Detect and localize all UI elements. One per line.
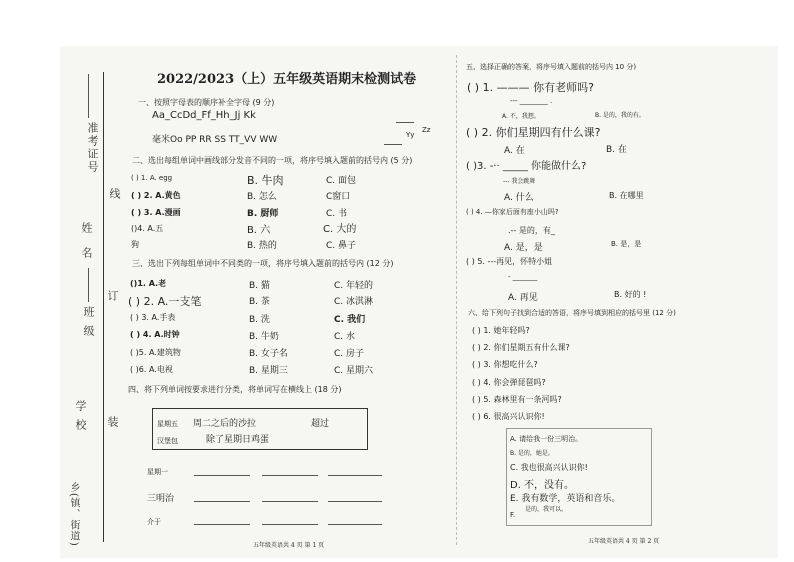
q1-blank-1 [396, 122, 414, 123]
q4-blank-line-3b [262, 524, 318, 525]
q6-item-5: ( ) 5. 森林里有一条河吗? [472, 395, 562, 404]
q3-row-2-a: ( ) 2. A.一支笔 [128, 295, 202, 308]
q4-box-row-2-words-1: 除了星期日鸡蛋 [206, 435, 270, 445]
sidebar-bind-char: 订 [106, 290, 119, 303]
q2-row-2-c: C窗口 [326, 192, 351, 202]
q2-row-1-c: C. 面包 [326, 176, 357, 186]
q6-option-c: C. 我也很高兴认识你! [510, 463, 588, 472]
q2-row-4-c: C. 大的 [323, 224, 357, 235]
q4-blank-line-1c [328, 475, 382, 476]
q4-blank-line-1b [262, 475, 318, 476]
q2-row-1-a: ( ) 1. A. egg [131, 174, 173, 182]
q2-row-2-b: B. 怎么 [247, 192, 277, 202]
q5-item-3-option-a: A. 什么 [504, 193, 534, 203]
q6-item-4: ( ) 4. 你会弹琵琶吗? [472, 378, 546, 387]
q5-item-5-option-a: A. 再见 [508, 293, 538, 303]
page-divider [456, 55, 457, 545]
q6-option-f-text: 是的，我可以。 [525, 506, 568, 513]
q3-row-5-a: ( )5. A.建筑物 [130, 348, 181, 357]
q6-item-2: ( ) 2. 你们星期五有什么课? [472, 343, 570, 352]
q1-heading: 一、按照字母表的顺序补全字母 (9 分) [138, 98, 275, 107]
q4-blank-line-2a [194, 501, 250, 502]
q2-row-5-a: 狗 [131, 240, 139, 249]
q1-yy: Yy [406, 131, 415, 139]
q5-item-4-prompt: .-- 是的，有_ [508, 226, 555, 235]
q4-blank-line-1a [194, 475, 250, 476]
q6-option-d: D. 不，没有。 [510, 480, 575, 491]
q3-row-2-b: B. 茶 [249, 297, 270, 307]
q5-item-2-question: ( ) 2. 你们星期四有什么课? [466, 126, 601, 139]
q3-row-3-a: ( ) 3. A.手表 [130, 313, 176, 322]
sidebar-township: 乡(镇、街道) [68, 482, 79, 547]
q1-zz: Zz [422, 126, 431, 134]
sidebar-line-char: 线 [108, 188, 121, 201]
q2-row-3-a: ( ) 3. A.漫画 [131, 208, 181, 217]
q1-alphabet-row-1: Aa_CcDd_Ff_Hh_Jj Kk [152, 110, 256, 121]
q4-box-row-2-label: 汉堡包 [157, 437, 178, 445]
q5-item-3-prompt: --- 我会跳舞 [503, 178, 536, 185]
q3-row-5-c: C. 房子 [334, 349, 365, 359]
q1-alphabet-row-2: 毫米Oo PP RR SS TT_VV WW [152, 135, 278, 145]
sidebar-name: 姓名 [80, 222, 93, 272]
q4-box-row-1-words-1: 周二之后的沙拉 [193, 419, 257, 429]
q6-item-1: ( ) 1. 她年轻吗? [472, 326, 530, 335]
q4-heading: 四、将下列单词按要求进行分类，将单词写在横线上 (18 分) [128, 385, 342, 394]
q2-row-5-c: C. 鼻子 [326, 241, 357, 251]
q6-option-b: B. 是的，她是。 [510, 450, 554, 457]
sidebar-exam-no: 准考证号 [86, 122, 99, 174]
q5-item-1-question: ( ) 1. ——— 你有老师吗? [467, 81, 594, 94]
q3-row-6-a: ( )6. A.电视 [130, 365, 173, 374]
q2-heading: 二、选出每组单词中画线部分发音不同的一项，将序号填入题前的括号内 (5 分) [132, 156, 413, 165]
sidebar-blank-1 [88, 74, 89, 118]
q3-row-5-b: B. 女子名 [249, 349, 288, 359]
footer-right: 五年级英语共 4 页 第 2 页 [588, 538, 660, 545]
q2-row-4-a: ()4. A.五 [131, 224, 164, 233]
q2-row-4-b: B. 六 [247, 225, 271, 236]
sidebar-school: 学校 [74, 400, 87, 438]
q3-row-1-a: ()1. A.老 [130, 279, 167, 288]
q2-row-2-a: ( ) 2. A.黄色 [131, 191, 181, 200]
q4-blank-label-1: 星期一 [147, 468, 168, 476]
q2-row-3-b: B. 厨师 [247, 209, 279, 219]
q2-row-5-b: B. 热的 [247, 241, 277, 251]
q5-item-5-prompt: - _______ [508, 273, 538, 281]
q4-blank-label-3: 介于 [147, 518, 161, 526]
q3-row-1-c: C. 年轻的 [334, 281, 374, 291]
q6-heading: 六、给下列句子找到合适的答语，将序号填到相应的括号里 (12 分) [468, 309, 676, 317]
q4-box-row-1-words-2: 超过 [311, 419, 330, 429]
q6-option-e: E. 我有数学，英语和音乐。 [510, 494, 621, 504]
q5-item-1-option-b: B. 是的，我的有。 [595, 112, 645, 119]
q6-item-6: ( ) 6. 很高兴认识你! [472, 412, 545, 421]
q2-row-3-c: C. 书 [326, 209, 348, 219]
q5-item-5-option-b: B. 好的 ! [614, 290, 647, 299]
q5-item-4-option-a: A. 是，是 [504, 243, 543, 253]
q5-item-1-option-a: A. 不，我想。 [502, 113, 540, 120]
q1-blank-2 [384, 144, 402, 145]
q5-item-3-question: ( )3. -·· _____ 你能做什么? [466, 161, 587, 172]
q4-box-row-1-label: 星期五 [157, 420, 178, 428]
q3-row-4-a: ( ) 4. A.时钟 [130, 330, 180, 339]
q5-item-4-question: ( ) 4. —你家后面有座小山吗? [466, 208, 559, 216]
q4-blank-line-3a [194, 524, 250, 525]
exam-title: 2022/2023（上）五年级英语期末检测试卷 [157, 72, 417, 87]
q5-item-2-option-a: A. 在 [504, 146, 525, 156]
q5-heading: 五、选择正确的答案，将序号填入题前的括号内 10 分) [466, 63, 637, 71]
q3-row-6-c: C. 星期六 [334, 366, 374, 376]
q5-item-2-option-b: B. 在 [606, 145, 627, 155]
q4-blank-line-2b [262, 501, 318, 502]
footer-left: 五年级英语共 4 页 第 1 页 [253, 542, 325, 549]
q3-row-6-b: B. 星期三 [249, 366, 288, 376]
q5-item-4-option-b: B. 是，是 [611, 240, 642, 248]
q5-item-1-prompt: --- ________ . [510, 97, 553, 105]
q3-heading: 三、选出下列每组单词中不同类的一项，将序号填入题前的括号内 (12 分) [132, 259, 394, 268]
q6-option-a: A. 请给我一份三明治。 [510, 435, 583, 443]
q3-row-1-b: B. 猫 [249, 281, 270, 291]
q6-item-3: ( ) 3. 你想吃什么? [472, 360, 538, 369]
q3-row-2-c: C. 冰淇淋 [334, 297, 374, 307]
sidebar-blank-2 [88, 268, 89, 302]
q4-blank-label-2: 三明治 [147, 494, 175, 504]
sidebar-seal-char: 装 [106, 416, 119, 429]
q5-item-5-question: ( ) 5. ---再见，怀特小姐 [466, 257, 553, 266]
q3-row-3-c: C. 我们 [334, 315, 366, 325]
q3-row-4-c: C. 水 [334, 332, 356, 342]
margin-line [103, 72, 104, 542]
q4-blank-line-2c [328, 501, 382, 502]
sidebar-class: 班级 [82, 306, 95, 344]
q3-row-3-b: B. 洗 [249, 315, 270, 325]
q6-option-f-letter: F. [510, 511, 516, 519]
q5-item-3-option-b: B. 在哪里 [609, 191, 644, 200]
q4-blank-line-3c [328, 524, 382, 525]
q3-row-4-b: B. 牛奶 [249, 332, 279, 342]
q2-row-1-b: B. 牛肉 [247, 174, 284, 187]
